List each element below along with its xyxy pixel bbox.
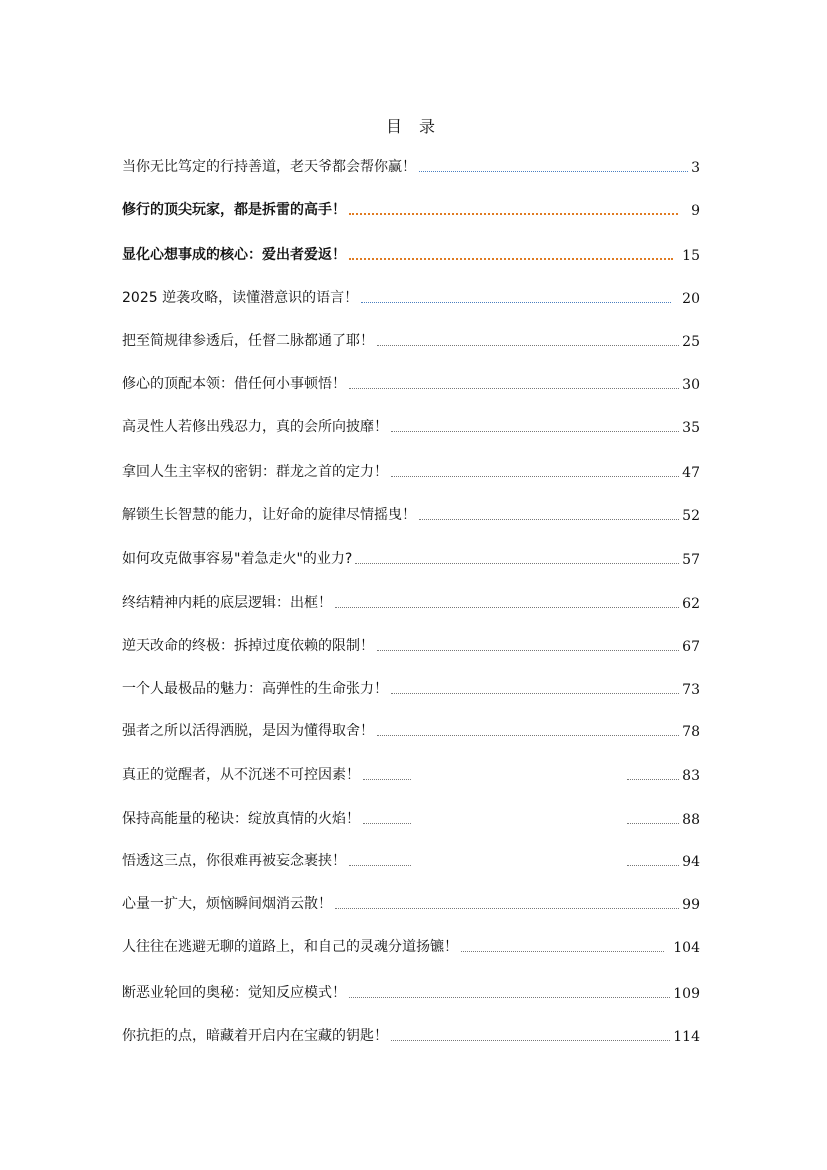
- toc-page-number: 52: [682, 508, 700, 524]
- toc-entry-title: 显化心想事成的核心：爱出者爱返！: [122, 247, 346, 263]
- toc-entry-title: 如何攻克做事容易"着急走火"的业力?: [122, 551, 353, 567]
- toc-page-number: 114: [673, 1029, 700, 1045]
- toc-entry[interactable]: [122, 848, 700, 870]
- toc-leader: [349, 388, 679, 389]
- toc-page-number: 20: [682, 291, 700, 307]
- toc-leader: [391, 1040, 670, 1041]
- toc-entry[interactable]: [122, 197, 700, 219]
- toc-entry[interactable]: [122, 934, 700, 956]
- toc-leader: [349, 865, 411, 866]
- toc-leader: [419, 171, 688, 172]
- toc-entry[interactable]: [122, 633, 700, 655]
- toc-page-number: 109: [673, 986, 700, 1002]
- toc-entry-title: 一个人最极品的魅力：高弹性的生命张力！: [122, 681, 388, 697]
- toc-entry[interactable]: [122, 762, 700, 784]
- toc-entry-title: 真正的觉醒者，从不沉迷不可控因素！: [122, 767, 360, 783]
- toc-entry-title: 当你无比笃定的行持善道，老天爷都会帮你赢！: [122, 159, 416, 175]
- toc-entry-title: 你抗拒的点，暗藏着开启内在宝藏的钥匙！: [122, 1028, 388, 1044]
- toc-leader: [419, 519, 679, 520]
- toc-leader: [377, 650, 679, 651]
- toc-leader: [391, 431, 679, 432]
- toc-page-number: 62: [682, 596, 700, 612]
- toc-entry-title: 终结精神内耗的底层逻辑：出框！: [122, 595, 332, 611]
- toc-leader: [391, 693, 679, 694]
- toc-entry-title: 修心的顶配本领：借任何小事顿悟！: [122, 376, 346, 392]
- toc-leader: [627, 779, 679, 780]
- toc-page-number: 25: [682, 334, 700, 350]
- toc-entry[interactable]: [122, 328, 700, 350]
- toc-leader: [355, 563, 679, 564]
- toc-entry-title: 悟透这三点，你很难再被妄念裹挟！: [122, 853, 346, 869]
- toc-entry[interactable]: [122, 414, 700, 436]
- toc-entry-title: 高灵性人若修出残忍力，真的会所向披靡！: [122, 419, 388, 435]
- toc-leader: [363, 823, 411, 824]
- toc-entry-title: 心量一扩大，烦恼瞬间烟消云散！: [122, 896, 332, 912]
- toc-leader: [377, 345, 679, 346]
- toc-entry[interactable]: [122, 980, 700, 1002]
- toc-entry[interactable]: [122, 285, 700, 307]
- toc-entry[interactable]: [122, 590, 700, 612]
- toc-page-number: 57: [682, 552, 700, 568]
- toc-entry[interactable]: [122, 718, 700, 740]
- toc-entry-title: 断恶业轮回的奥秘：觉知反应模式！: [122, 985, 346, 1001]
- toc-page-number: 47: [682, 465, 700, 481]
- toc-page-number: 15: [682, 248, 700, 264]
- toc-entry-title: 强者之所以活得洒脱，是因为懂得取舍！: [122, 723, 374, 739]
- toc-entry-title: 拿回人生主宰权的密钥：群龙之首的定力！: [122, 464, 388, 480]
- toc-entry-title: 把至简规律参透后，任督二脉都通了耶！: [122, 333, 374, 349]
- toc-leader: [349, 258, 673, 260]
- toc-entry-title: 修行的顶尖玩家，都是拆雷的高手！: [122, 202, 346, 218]
- toc-leader: [627, 865, 679, 866]
- toc-entry[interactable]: [122, 546, 700, 568]
- toc-page-number: 73: [682, 682, 700, 698]
- toc-page-number: 94: [682, 854, 700, 870]
- toc-leader: [627, 823, 679, 824]
- toc-leader: [349, 997, 670, 998]
- toc-leader: [361, 302, 671, 303]
- toc-entry[interactable]: [122, 242, 700, 264]
- toc-entry[interactable]: [122, 371, 700, 393]
- toc-leader: [461, 951, 664, 952]
- toc-entry[interactable]: [122, 676, 700, 698]
- toc-page-number: 99: [682, 897, 700, 913]
- toc-entry[interactable]: [122, 459, 700, 481]
- toc-entry-title: 保持高能量的秘诀：绽放真情的火焰！: [122, 811, 360, 827]
- toc-page-number: 3: [691, 160, 700, 176]
- toc-page-number: 104: [673, 940, 700, 956]
- toc-page-number: 30: [682, 377, 700, 393]
- toc-entry-title: 逆天改命的终极：拆掉过度依赖的限制！: [122, 638, 374, 654]
- toc-entry[interactable]: [122, 502, 700, 524]
- toc-leader: [377, 735, 679, 736]
- toc-entry[interactable]: [122, 891, 700, 913]
- toc-entry[interactable]: [122, 806, 700, 828]
- toc-entry-title: 2025 逆袭攻略，读懂潜意识的语言！: [122, 290, 359, 306]
- toc-page-number: 35: [682, 420, 700, 436]
- toc-entry-title: 解锁生长智慧的能力，让好命的旋律尽情摇曳！: [122, 507, 416, 523]
- toc-page-number: 83: [682, 768, 700, 784]
- toc-leader: [363, 779, 411, 780]
- toc-entry[interactable]: [122, 1023, 700, 1045]
- toc-entry[interactable]: [122, 154, 700, 176]
- toc-entry-title: 人往往在逃避无聊的道路上，和自己的灵魂分道扬镳！: [122, 939, 458, 955]
- toc-page-number: 9: [691, 203, 700, 219]
- toc-leader: [335, 607, 679, 608]
- toc-page-number: 88: [682, 812, 700, 828]
- toc-leader: [335, 908, 679, 909]
- toc-leader: [349, 213, 678, 215]
- toc-leader: [391, 476, 679, 477]
- toc-title: 目 录: [385, 117, 442, 136]
- toc-page-number: 67: [682, 639, 700, 655]
- toc-page-number: 78: [682, 724, 700, 740]
